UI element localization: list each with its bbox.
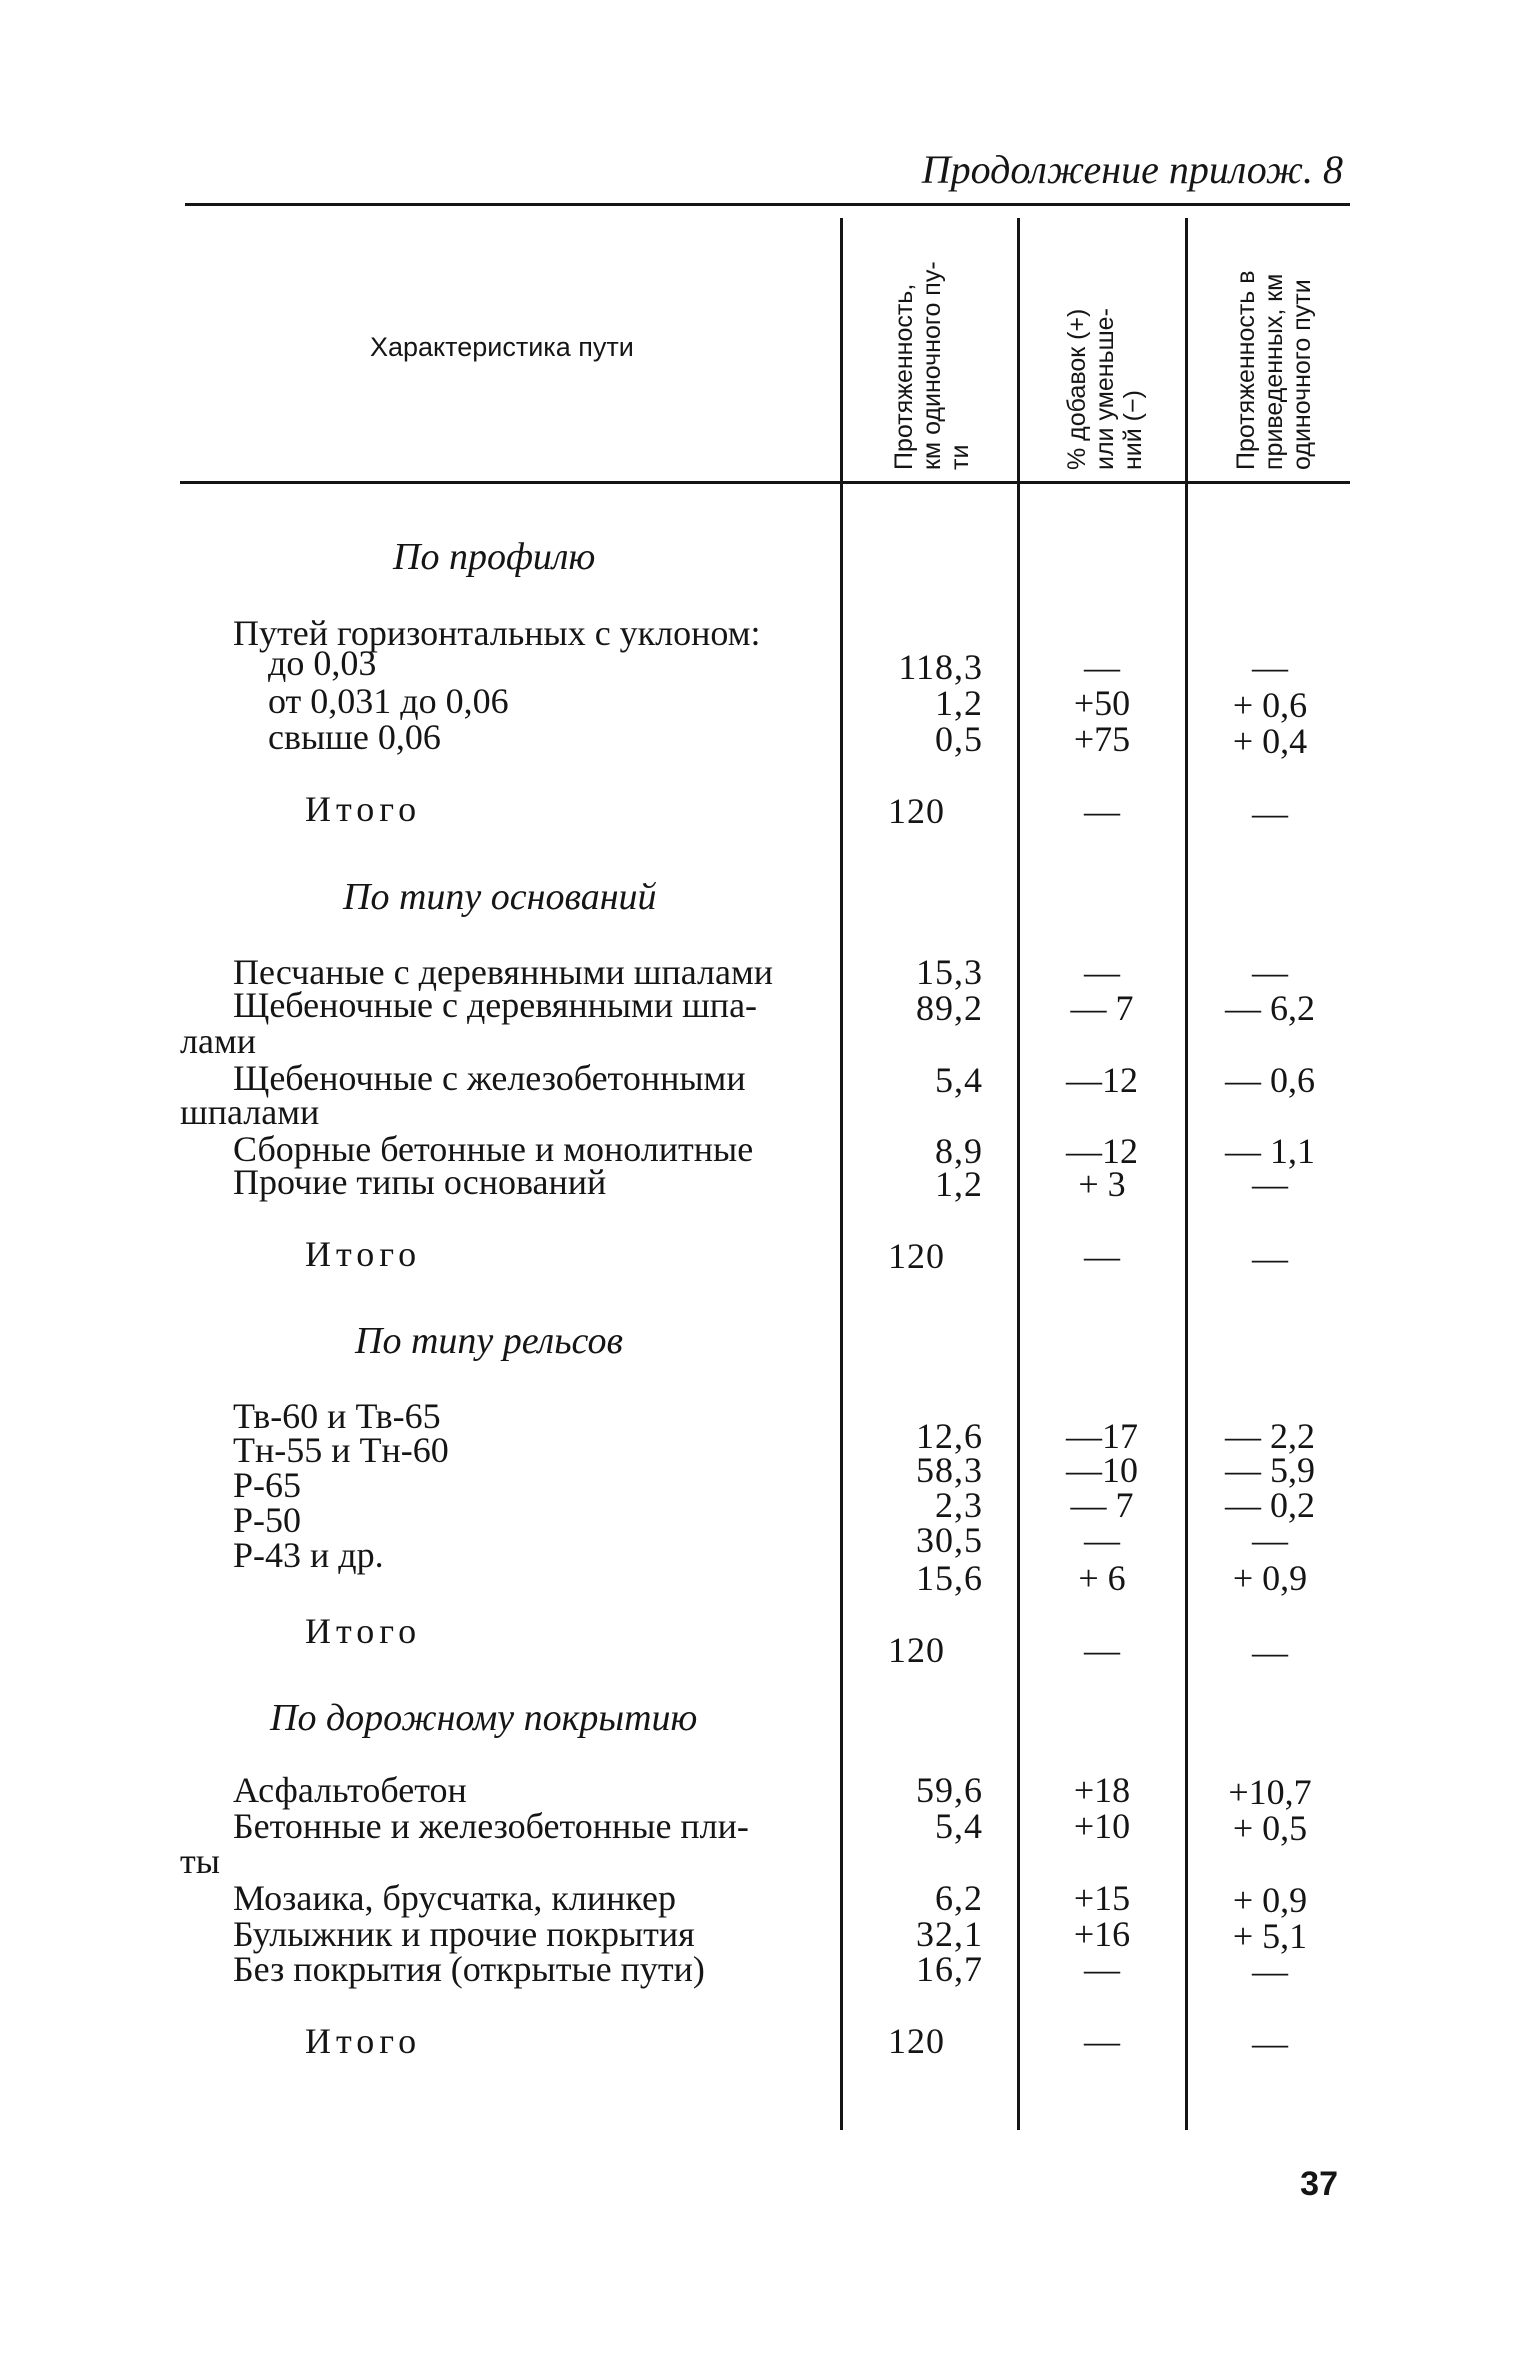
- cell-length: 12,6: [916, 1416, 983, 1456]
- cell-percent: +50: [1073, 683, 1131, 723]
- header-bottom-rule: [180, 481, 1350, 484]
- total-label: Итого: [305, 789, 422, 829]
- total-length: 120: [888, 2021, 945, 2061]
- cell-reduced: + 0,4: [1232, 721, 1308, 761]
- section-title-base: По типу оснований: [343, 876, 657, 918]
- cell-length: 5,4: [935, 1060, 983, 1100]
- row-label: Прочие типы оснований: [233, 1162, 607, 1202]
- cell-reduced: — 0,6: [1225, 1060, 1315, 1100]
- row-label-continuation: шпалами: [180, 1092, 320, 1132]
- total-length: 120: [888, 1630, 945, 1670]
- cell-percent: + 3: [1078, 1164, 1126, 1204]
- cell-percent: — 7: [1070, 988, 1134, 1028]
- total-percent: —: [1084, 1630, 1120, 1670]
- row-label: от 0,031 до 0,06: [268, 681, 509, 721]
- cell-percent: +75: [1073, 719, 1131, 759]
- total-label: Итого: [305, 1611, 422, 1651]
- header-length-line3: ти: [946, 444, 974, 470]
- row-label: Тн-55 и Тн-60: [233, 1430, 449, 1470]
- total-percent: —: [1084, 1236, 1120, 1276]
- section-title-road: По дорожному покрытию: [270, 1697, 698, 1739]
- cell-length: 1,2: [935, 683, 983, 723]
- cell-percent: —12: [1066, 1060, 1138, 1100]
- cell-length: 6,2: [935, 1878, 983, 1918]
- cell-reduced: + 0,6: [1232, 685, 1308, 725]
- table-top-rule: [185, 203, 1350, 206]
- header-length-line1: Протяженность,: [890, 283, 918, 470]
- header-percent-line3: ний (−): [1119, 390, 1147, 470]
- row-label: Сборные бетонные и монолитные: [233, 1129, 754, 1169]
- cell-length: 15,6: [916, 1558, 983, 1598]
- cell-reduced: + 0,9: [1232, 1880, 1308, 1920]
- cell-length: 2,3: [935, 1485, 983, 1525]
- cell-percent: —: [1084, 1520, 1120, 1560]
- header-reduced-line2: приведенных, км: [1260, 273, 1288, 470]
- row-label: Тв-60 и Тв-65: [233, 1396, 441, 1436]
- header-length-line2: км одиночного пу-: [918, 261, 946, 470]
- cell-reduced: —: [1252, 1951, 1288, 1991]
- cell-length: 1,2: [935, 1164, 983, 1204]
- cell-length: 58,3: [916, 1450, 983, 1490]
- header-percent-line2: или уменьше-: [1091, 308, 1119, 470]
- row-label: Асфальтобетон: [233, 1770, 467, 1810]
- cell-percent: —: [1084, 1949, 1120, 1989]
- row-label: Щебеночные с деревянными шпа-: [233, 985, 758, 1025]
- cell-length: 118,3: [898, 647, 983, 687]
- total-label: Итого: [305, 1234, 422, 1274]
- cell-length: 15,3: [916, 952, 983, 992]
- row-label: Мозаика, брусчатка, клинкер: [233, 1878, 676, 1918]
- header-percent-line1: % добавок (+): [1063, 308, 1091, 470]
- cell-percent: +10: [1073, 1806, 1131, 1846]
- cell-percent: —12: [1066, 1131, 1138, 1171]
- row-label: Р-43 и др.: [233, 1535, 384, 1575]
- page-number: 37: [1300, 2165, 1338, 2203]
- section-title-rails: По типу рельсов: [355, 1320, 623, 1362]
- cell-reduced: — 0,2: [1225, 1485, 1315, 1525]
- cell-length: 16,7: [916, 1949, 983, 1989]
- row-label: Р-50: [233, 1500, 302, 1540]
- row-label-continuation: ты: [180, 1841, 220, 1881]
- total-reduced: —: [1252, 1632, 1288, 1672]
- running-title: Продолжение прилож. 8: [921, 147, 1343, 192]
- cell-reduced: —: [1252, 647, 1288, 687]
- cell-reduced: —: [1252, 1164, 1288, 1204]
- row-label: Щебеночные с железобетонными: [233, 1058, 746, 1098]
- cell-reduced: — 2,2: [1225, 1416, 1315, 1456]
- cell-percent: — 7: [1070, 1485, 1134, 1525]
- row-label: до 0,03: [268, 643, 377, 683]
- cell-percent: —: [1084, 952, 1120, 992]
- cell-percent: +18: [1073, 1770, 1131, 1810]
- cell-reduced: — 1,1: [1225, 1131, 1315, 1171]
- row-label: свыше 0,06: [268, 717, 441, 757]
- cell-length: 89,2: [916, 988, 983, 1028]
- cell-reduced: + 0,5: [1232, 1808, 1308, 1848]
- cell-reduced: + 5,1: [1232, 1916, 1308, 1956]
- row-label: Песчаные с деревянными шпалами: [233, 952, 774, 992]
- total-reduced: —: [1252, 2023, 1288, 2063]
- total-percent: —: [1084, 791, 1120, 831]
- cell-percent: +15: [1073, 1878, 1131, 1918]
- cell-percent: —17: [1066, 1416, 1138, 1456]
- row-label: Без покрытия (открытые пути): [233, 1949, 705, 1989]
- cell-reduced: — 5,9: [1225, 1450, 1315, 1490]
- row-label-profile-intro: Путей горизонтальных с уклоном:: [233, 613, 761, 653]
- column-divider-3: [1185, 218, 1188, 2130]
- total-percent: —: [1084, 2021, 1120, 2061]
- cell-reduced: —: [1252, 952, 1288, 992]
- row-label: Р-65: [233, 1465, 302, 1505]
- total-reduced: —: [1252, 793, 1288, 833]
- cell-length: 8,9: [935, 1131, 983, 1171]
- row-label: Булыжник и прочие покрытия: [233, 1914, 695, 1954]
- cell-length: 0,5: [935, 719, 983, 759]
- cell-percent: —: [1084, 647, 1120, 687]
- cell-reduced: +10,7: [1228, 1772, 1312, 1812]
- header-reduced-line3: одиночного пути: [1288, 279, 1316, 470]
- cell-reduced: + 0,9: [1232, 1558, 1308, 1598]
- row-label-continuation: лами: [180, 1021, 256, 1061]
- cell-length: 32,1: [916, 1914, 983, 1954]
- row-label: Бетонные и железобетонные пли-: [233, 1806, 749, 1846]
- cell-length: 59,6: [916, 1770, 983, 1810]
- cell-reduced: —: [1252, 1520, 1288, 1560]
- cell-percent: +16: [1073, 1914, 1131, 1954]
- total-length: 120: [888, 1236, 945, 1276]
- total-reduced: —: [1252, 1238, 1288, 1278]
- column-divider-2: [1017, 218, 1020, 2130]
- total-length: 120: [888, 791, 945, 831]
- section-title-profile: По профилю: [393, 536, 596, 578]
- header-reduced-line1: Протяженность в: [1232, 270, 1260, 470]
- header-characteristic: Характеристика пути: [370, 332, 634, 362]
- cell-length: 5,4: [935, 1806, 983, 1846]
- column-divider-1: [840, 218, 843, 2130]
- total-label: Итого: [305, 2021, 422, 2061]
- cell-percent: + 6: [1078, 1558, 1126, 1598]
- cell-percent: —10: [1066, 1450, 1138, 1490]
- cell-reduced: — 6,2: [1225, 988, 1315, 1028]
- cell-length: 30,5: [916, 1520, 983, 1560]
